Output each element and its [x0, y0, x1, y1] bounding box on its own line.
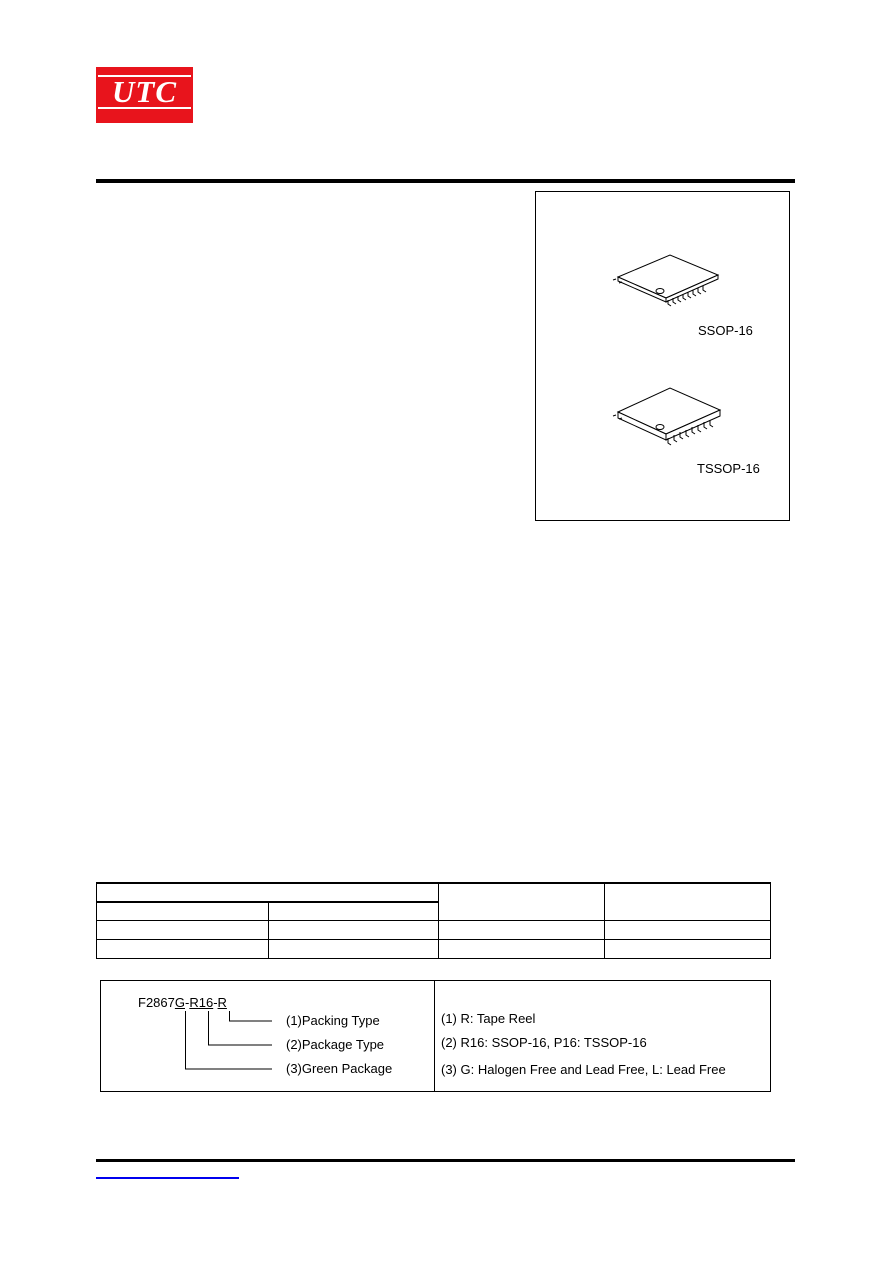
footer-rule [96, 1159, 795, 1162]
note-packing: (1) R: Tape Reel [441, 1011, 536, 1026]
table-border-bottom [96, 958, 771, 959]
marking-leader-lines [180, 1008, 280, 1078]
ssop-16-chip-icon [610, 250, 730, 310]
note-green: (3) G: Halogen Free and Lead Free, L: Lead Free [441, 1062, 726, 1077]
table-row-line [96, 920, 771, 921]
label-packing-type: (1)Packing Type [286, 1013, 380, 1028]
marking-divider [434, 980, 435, 1092]
part-package: R16 [189, 995, 214, 1010]
table-col-line [604, 882, 605, 959]
ordering-table [96, 882, 771, 959]
table-border-top [96, 882, 771, 884]
logo-band [98, 75, 191, 109]
label-package-type: (2)Package Type [286, 1037, 385, 1052]
table-row-line [96, 939, 771, 940]
table-col-line [96, 882, 97, 959]
table-header-divider [96, 901, 438, 903]
part-base: F2867 [138, 995, 175, 1010]
part-dash: - [213, 995, 218, 1010]
table-col-line [438, 882, 439, 959]
note-package: (2) R16: SSOP-16, P16: TSSOP-16 [441, 1035, 647, 1050]
part-green: G [174, 995, 185, 1010]
footer-link-underline[interactable] [96, 1177, 239, 1179]
part-packing: R [217, 995, 227, 1010]
table-col-line [770, 882, 771, 959]
header-rule [96, 179, 795, 183]
logo-text: UTC [112, 74, 177, 109]
part-dash: - [185, 995, 190, 1010]
table-col-line [268, 901, 269, 959]
utc-logo [96, 67, 193, 123]
ssop-16-label: SSOP-16 [698, 323, 753, 338]
tssop-16-label: TSSOP-16 [697, 461, 760, 476]
label-green-package: (3)Green Package [286, 1061, 393, 1076]
tssop-16-chip-icon [610, 385, 730, 450]
